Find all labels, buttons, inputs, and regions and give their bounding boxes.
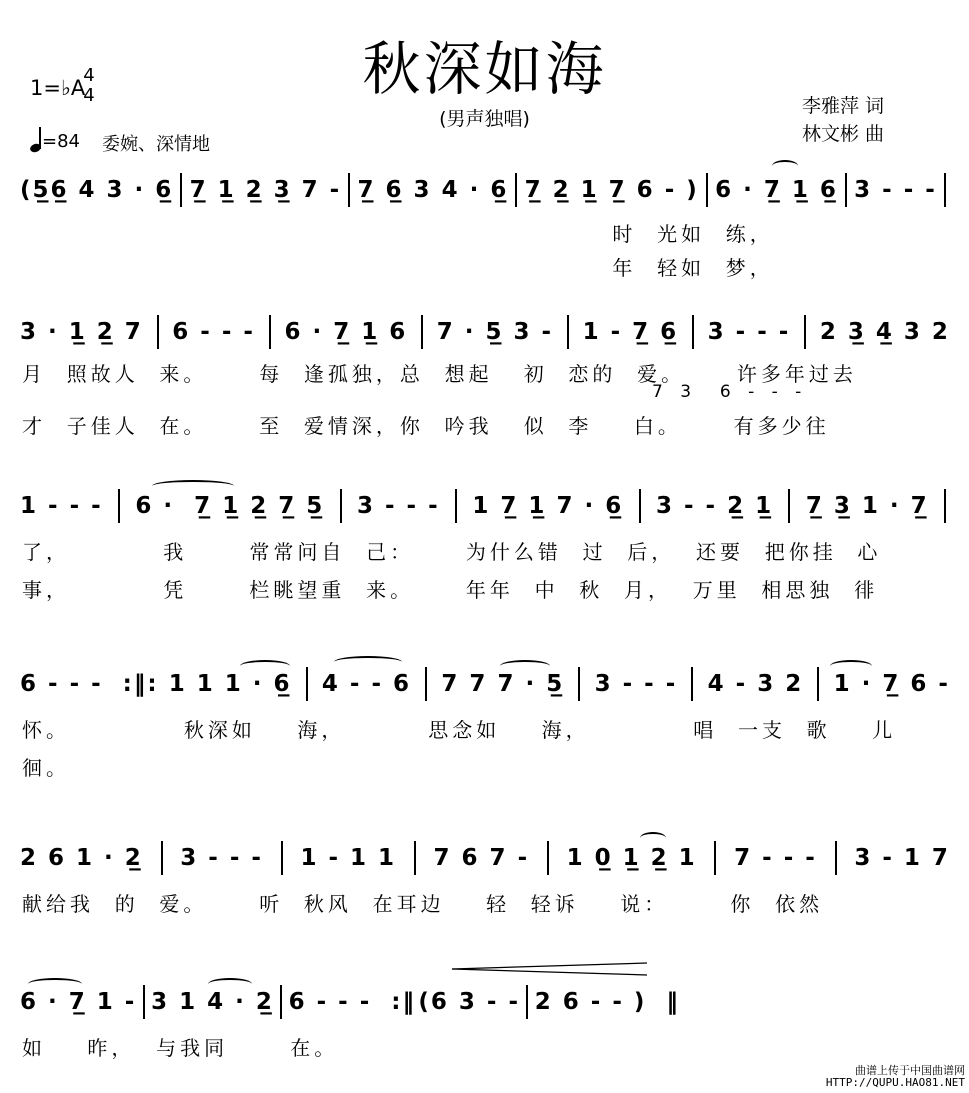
measure: 3 - - -	[854, 177, 937, 203]
notation-line	[20, 312, 950, 352]
bar-line	[547, 841, 549, 875]
bar-line	[143, 985, 145, 1019]
measure: 1 - 1 1	[300, 845, 397, 871]
lyric-line-1: 献给我 的 爱。 听 秋风 在耳边 轻 轻诉 说： 你 依然	[22, 892, 824, 916]
composer-credit: 林文彬 曲	[802, 123, 885, 145]
bar-line	[692, 315, 694, 349]
bar-line	[118, 489, 120, 523]
bar-line	[567, 315, 569, 349]
expression-marking: 委婉、深情地	[102, 134, 210, 155]
lyric-line-2: 徊。	[22, 756, 70, 780]
lyric-line-1: 时 光如 练，	[22, 222, 774, 246]
measure: 6 - - - :‖	[288, 989, 416, 1015]
lyric-line-1: 了， 我 常常问自 己： 为什么错 过 后， 还要 把你挂 心	[22, 540, 882, 564]
bar-line	[845, 173, 847, 207]
measure: 4 - 3 2	[707, 671, 804, 697]
bar-line	[281, 841, 283, 875]
measure: 2 3̲ 4̲ 3 2	[819, 319, 950, 345]
lyric-line-1: 怀。 秋深如 海， 思念如 海， 唱 一支 歌 儿	[22, 718, 897, 742]
measure: 1 - 7̲ 6̲	[582, 319, 679, 345]
tempo-marking	[30, 128, 80, 152]
bar-line	[788, 489, 790, 523]
measure: 6 · 7̲ 1 -	[20, 989, 137, 1015]
measure: 1 · 7̲ 6 -	[833, 671, 950, 697]
bar-line	[944, 173, 946, 207]
time-signature	[82, 66, 96, 106]
song-subtitle: (男声独唱)	[439, 108, 530, 130]
bar-line	[835, 841, 837, 875]
bar-line	[280, 985, 282, 1019]
measure: 6 · 7̲ 1̲ 6̲	[715, 177, 838, 203]
bar-line	[455, 489, 457, 523]
measure: 2 6 1 · 2̲	[20, 845, 143, 871]
measure: 6 · 7̲ 1̲ 6	[284, 319, 408, 345]
song-title: 秋深如海	[362, 35, 607, 103]
measure: 7 7 7 · 5̲	[441, 671, 565, 697]
site-watermark	[826, 1065, 965, 1089]
measure: 1 0̲ 1̲ 2̲ 1	[566, 845, 697, 871]
slur-mark	[152, 480, 234, 492]
bar-line	[515, 173, 517, 207]
decrescendo-hairpin	[452, 962, 647, 976]
measure: 3 - - 2̲ 1̲	[655, 493, 774, 519]
measure: 3 1 4 · 2̲	[151, 989, 274, 1015]
bar-line	[180, 173, 182, 207]
bar-line	[157, 315, 159, 349]
time-signature-top: 4	[83, 65, 95, 86]
measure: 3 - - -	[180, 845, 263, 871]
lyric-line-1: 如 昨， 与我同 在。	[22, 1036, 339, 1060]
measure: 7̲ 1̲ 2̲ 3̲ 7 -	[189, 177, 342, 203]
quarter-note-icon	[30, 128, 42, 152]
watermark-line-2: HTTP://QUPU.HAO81.NET	[825, 1076, 965, 1089]
measure: 4 - - 6	[321, 671, 412, 697]
bar-line	[714, 841, 716, 875]
bar-line	[706, 173, 708, 207]
bar-line	[804, 315, 806, 349]
bar-line	[526, 985, 528, 1019]
measure: 7 · 5̲ 3 -	[436, 319, 554, 345]
slur-mark	[28, 978, 82, 990]
measure: 7̲ 3̲ 1 · 7̲	[805, 493, 929, 519]
measure: 1 - - -	[20, 493, 103, 519]
measure: 3 · 1̲ 2̲ 7	[20, 319, 143, 345]
slur-mark	[772, 160, 798, 172]
lyric-line-2: 事， 凭 栏眺望重 来。 年年 中 秋 月， 万里 相思独 徘	[22, 578, 879, 602]
bar-line	[306, 667, 308, 701]
notation-line	[20, 486, 950, 526]
measure: 6 - - - :‖:	[20, 671, 159, 697]
notation-line	[20, 664, 950, 704]
slur-mark	[500, 660, 550, 672]
bar-line	[340, 489, 342, 523]
measure: 6 · 7̲ 1̲ 2̲ 7̲ 5̲	[135, 493, 325, 519]
measure: (5̲6̲ 4 3 · 6̲	[20, 177, 174, 203]
bar-line	[691, 667, 693, 701]
measure: 6 - - -	[172, 319, 255, 345]
bar-line	[161, 841, 163, 875]
bar-line	[269, 315, 271, 349]
measure: 7 - - -	[734, 845, 817, 871]
watermark-line-1: 曲谱上传于中国曲谱网	[855, 1064, 965, 1077]
slur-mark	[208, 978, 252, 990]
measure: 7̲ 2̲ 1̲ 7̲ 6 - )	[524, 177, 699, 203]
key-signature: 1=♭A	[30, 76, 86, 100]
slur-mark	[240, 660, 290, 672]
overlapping-notation: 7 3 6 - - -	[652, 382, 808, 402]
lyricist-credit: 李雅萍 词	[802, 95, 885, 117]
measure: (6 3 - -	[418, 989, 521, 1015]
measure: 3 - - -	[707, 319, 791, 345]
measure: 3 - - -	[594, 671, 678, 697]
slur-mark	[830, 660, 872, 672]
bar-line	[639, 489, 641, 523]
notation-line	[20, 982, 680, 1022]
lyric-line-2: 才 子佳人 在。 至 爱情深，你 吟我 似 李 白。 有多少往	[22, 414, 830, 438]
bar-line	[348, 173, 350, 207]
measure: 1 1 1 · 6̲	[168, 671, 292, 697]
lyric-line-2: 年 轻如 梦，	[22, 256, 774, 280]
measure: 1 7̲ 1̲ 7 · 6̲	[472, 493, 624, 519]
bar-line	[414, 841, 416, 875]
measure: 7 6 7 -	[433, 845, 530, 871]
slur-mark	[334, 656, 402, 668]
credits	[802, 92, 884, 148]
measure: 2 6 - - ) ‖	[534, 989, 680, 1015]
notation-line	[20, 838, 950, 878]
bar-line	[578, 667, 580, 701]
bar-line	[425, 667, 427, 701]
notation-line	[20, 170, 950, 210]
bar-line	[421, 315, 423, 349]
measure: 3 - 1 7	[854, 845, 950, 871]
time-signature-bottom: 4	[83, 85, 95, 106]
tempo-value: =84	[42, 131, 80, 152]
bar-line	[817, 667, 819, 701]
lyric-line-1: 月 照故人 来。 每 逢孤独，总 想起 初 恋的 爱。 许多年过去	[22, 362, 857, 386]
measure: 7̲ 6̲ 3 4 · 6̲	[357, 177, 509, 203]
measure: 3 - - -	[356, 493, 440, 519]
slur-mark	[640, 832, 666, 844]
bar-line	[944, 489, 946, 523]
